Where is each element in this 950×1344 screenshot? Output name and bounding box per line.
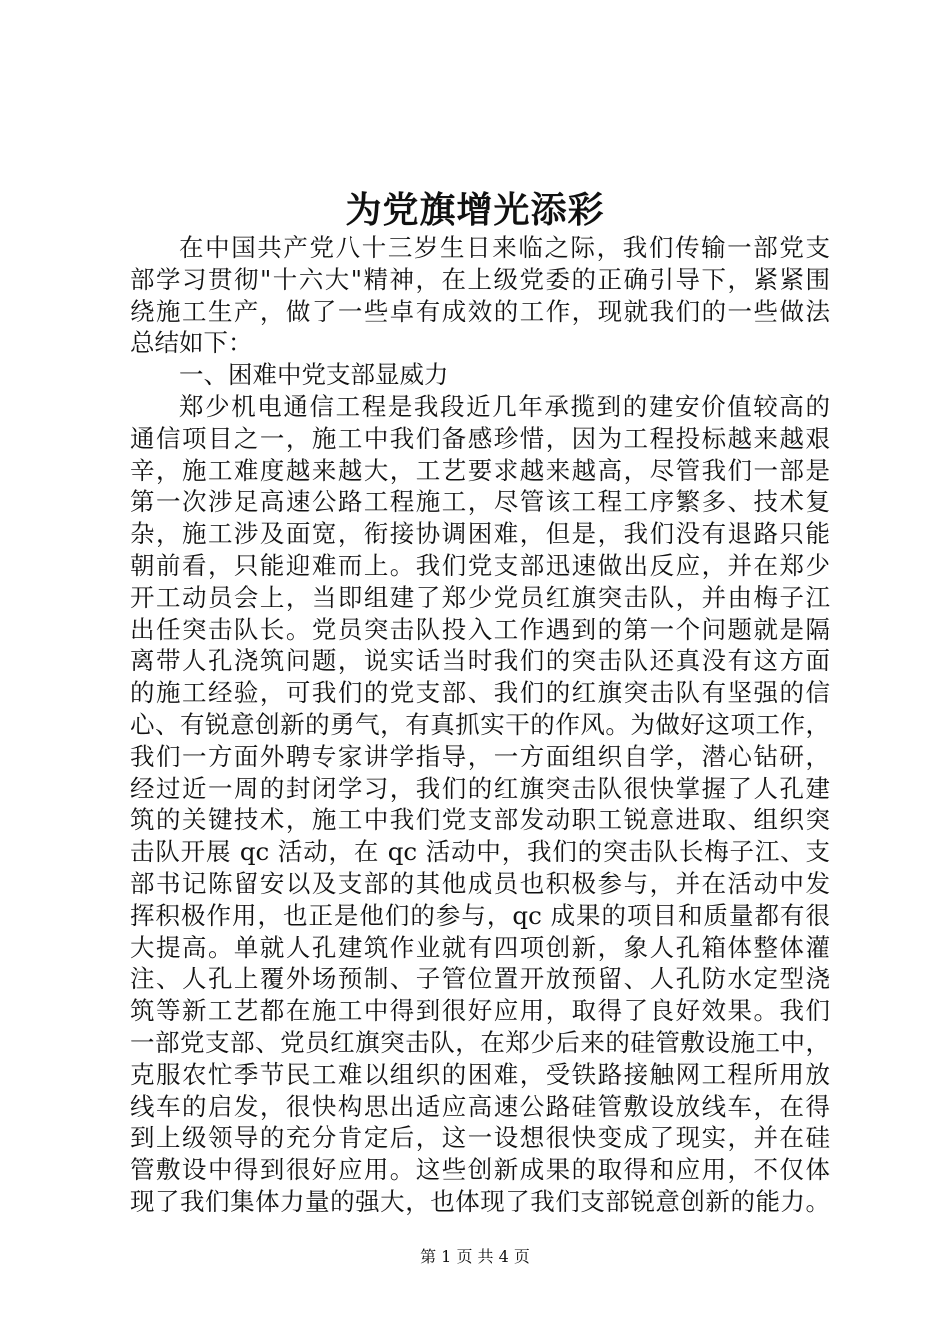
text-line: 我们一方面外聘专家讲学指导，一方面组织自学，潜心钻研， — [130, 741, 830, 771]
text-line: 朝前看，只能迎难而上。我们党支部迅速做出反应，并在郑少 — [130, 550, 830, 580]
document-title: 为党旗增光添彩 — [345, 189, 605, 231]
text-line: 管敷设中得到很好应用。这些创新成果的取得和应用，不仅体 — [130, 1155, 830, 1185]
text-line: 郑少机电通信工程是我段近几年承揽到的建安价值较高的 — [179, 391, 830, 421]
text-line: 挥积极作用，也正是他们的参与，qc 成果的项目和质量都有很 — [130, 900, 830, 930]
text-line: 总结如下： — [130, 328, 253, 358]
text-line: 杂，施工涉及面宽，衔接协调困难，但是，我们没有退路只能 — [130, 519, 830, 549]
document-body — [130, 232, 830, 1218]
text-line: 到上级领导的充分肯定后，这一设想很快变成了现实，并在硅 — [130, 1123, 830, 1153]
text-line: 线车的启发，很快构思出适应高速公路硅管敷设放线车，在得 — [130, 1091, 830, 1121]
text-line: 第一次涉足高速公路工程施工，尽管该工程工序繁多、技术复 — [130, 487, 830, 517]
text-line: 部书记陈留安以及支部的其他成员也积极参与，并在活动中发 — [130, 868, 830, 898]
text-line: 一部党支部、党员红旗突击队，在郑少后来的硅管敷设施工中， — [130, 1027, 830, 1057]
text-line: 击队开展 qc 活动，在 qc 活动中，我们的突击队长梅子江、支 — [130, 837, 830, 867]
text-line: 通信项目之一，施工中我们备感珍惜，因为工程投标越来越艰 — [130, 423, 830, 453]
text-line: 开工动员会上，当即组建了郑少党员红旗突击队，并由梅子江 — [130, 582, 830, 612]
text-line: 在中国共产党八十三岁生日来临之际，我们传输一部党支 — [179, 233, 830, 262]
text-line: 心、有锐意创新的勇气，有真抓实干的作风。为做好这项工作， — [130, 709, 830, 739]
page-footer: 第 1 页 共 4 页 — [420, 1247, 530, 1266]
text-line: 现了我们集体力量的强大，也体现了我们支部锐意创新的能力。 — [130, 1186, 830, 1216]
text-line: 出任突击队长。党员突击队投入工作遇到的第一个问题就是隔 — [130, 614, 830, 644]
text-line: 大提高。单就人孔建筑作业就有四项创新，象人孔箱体整体灌 — [130, 932, 830, 962]
text-line: 绕施工生产，做了一些卓有成效的工作，现就我们的一些做法 — [130, 296, 830, 326]
text-line: 辛，施工难度越来越大，工艺要求越来越高，尽管我们一部是 — [130, 455, 830, 485]
text-line: 经过近一周的封闭学习，我们的红旗突击队很快掌握了人孔建 — [130, 773, 830, 803]
text-line: 克服农忙季节民工难以组织的困难，受铁路接触网工程所用放 — [130, 1059, 830, 1089]
text-line: 离带人孔浇筑问题，说实话当时我们的突击队还真没有这方面 — [130, 646, 830, 676]
text-line: 注、人孔上覆外场预制、子管位置开放预留、人孔防水定型浇 — [130, 964, 830, 994]
text-line: 的施工经验，可我们的党支部、我们的红旗突击队有坚强的信 — [130, 678, 830, 708]
text-line: 筑等新工艺都在施工中得到很好应用，取得了良好效果。我们 — [130, 996, 830, 1026]
text-line: 部学习贯彻"十六大"精神，在上级党委的正确引导下，紧紧围 — [130, 264, 830, 294]
text-line: 一、困难中党支部显威力 — [179, 360, 449, 390]
text-line: 筑的关键技术，施工中我们党支部发动职工锐意进取、组织突 — [130, 805, 830, 835]
